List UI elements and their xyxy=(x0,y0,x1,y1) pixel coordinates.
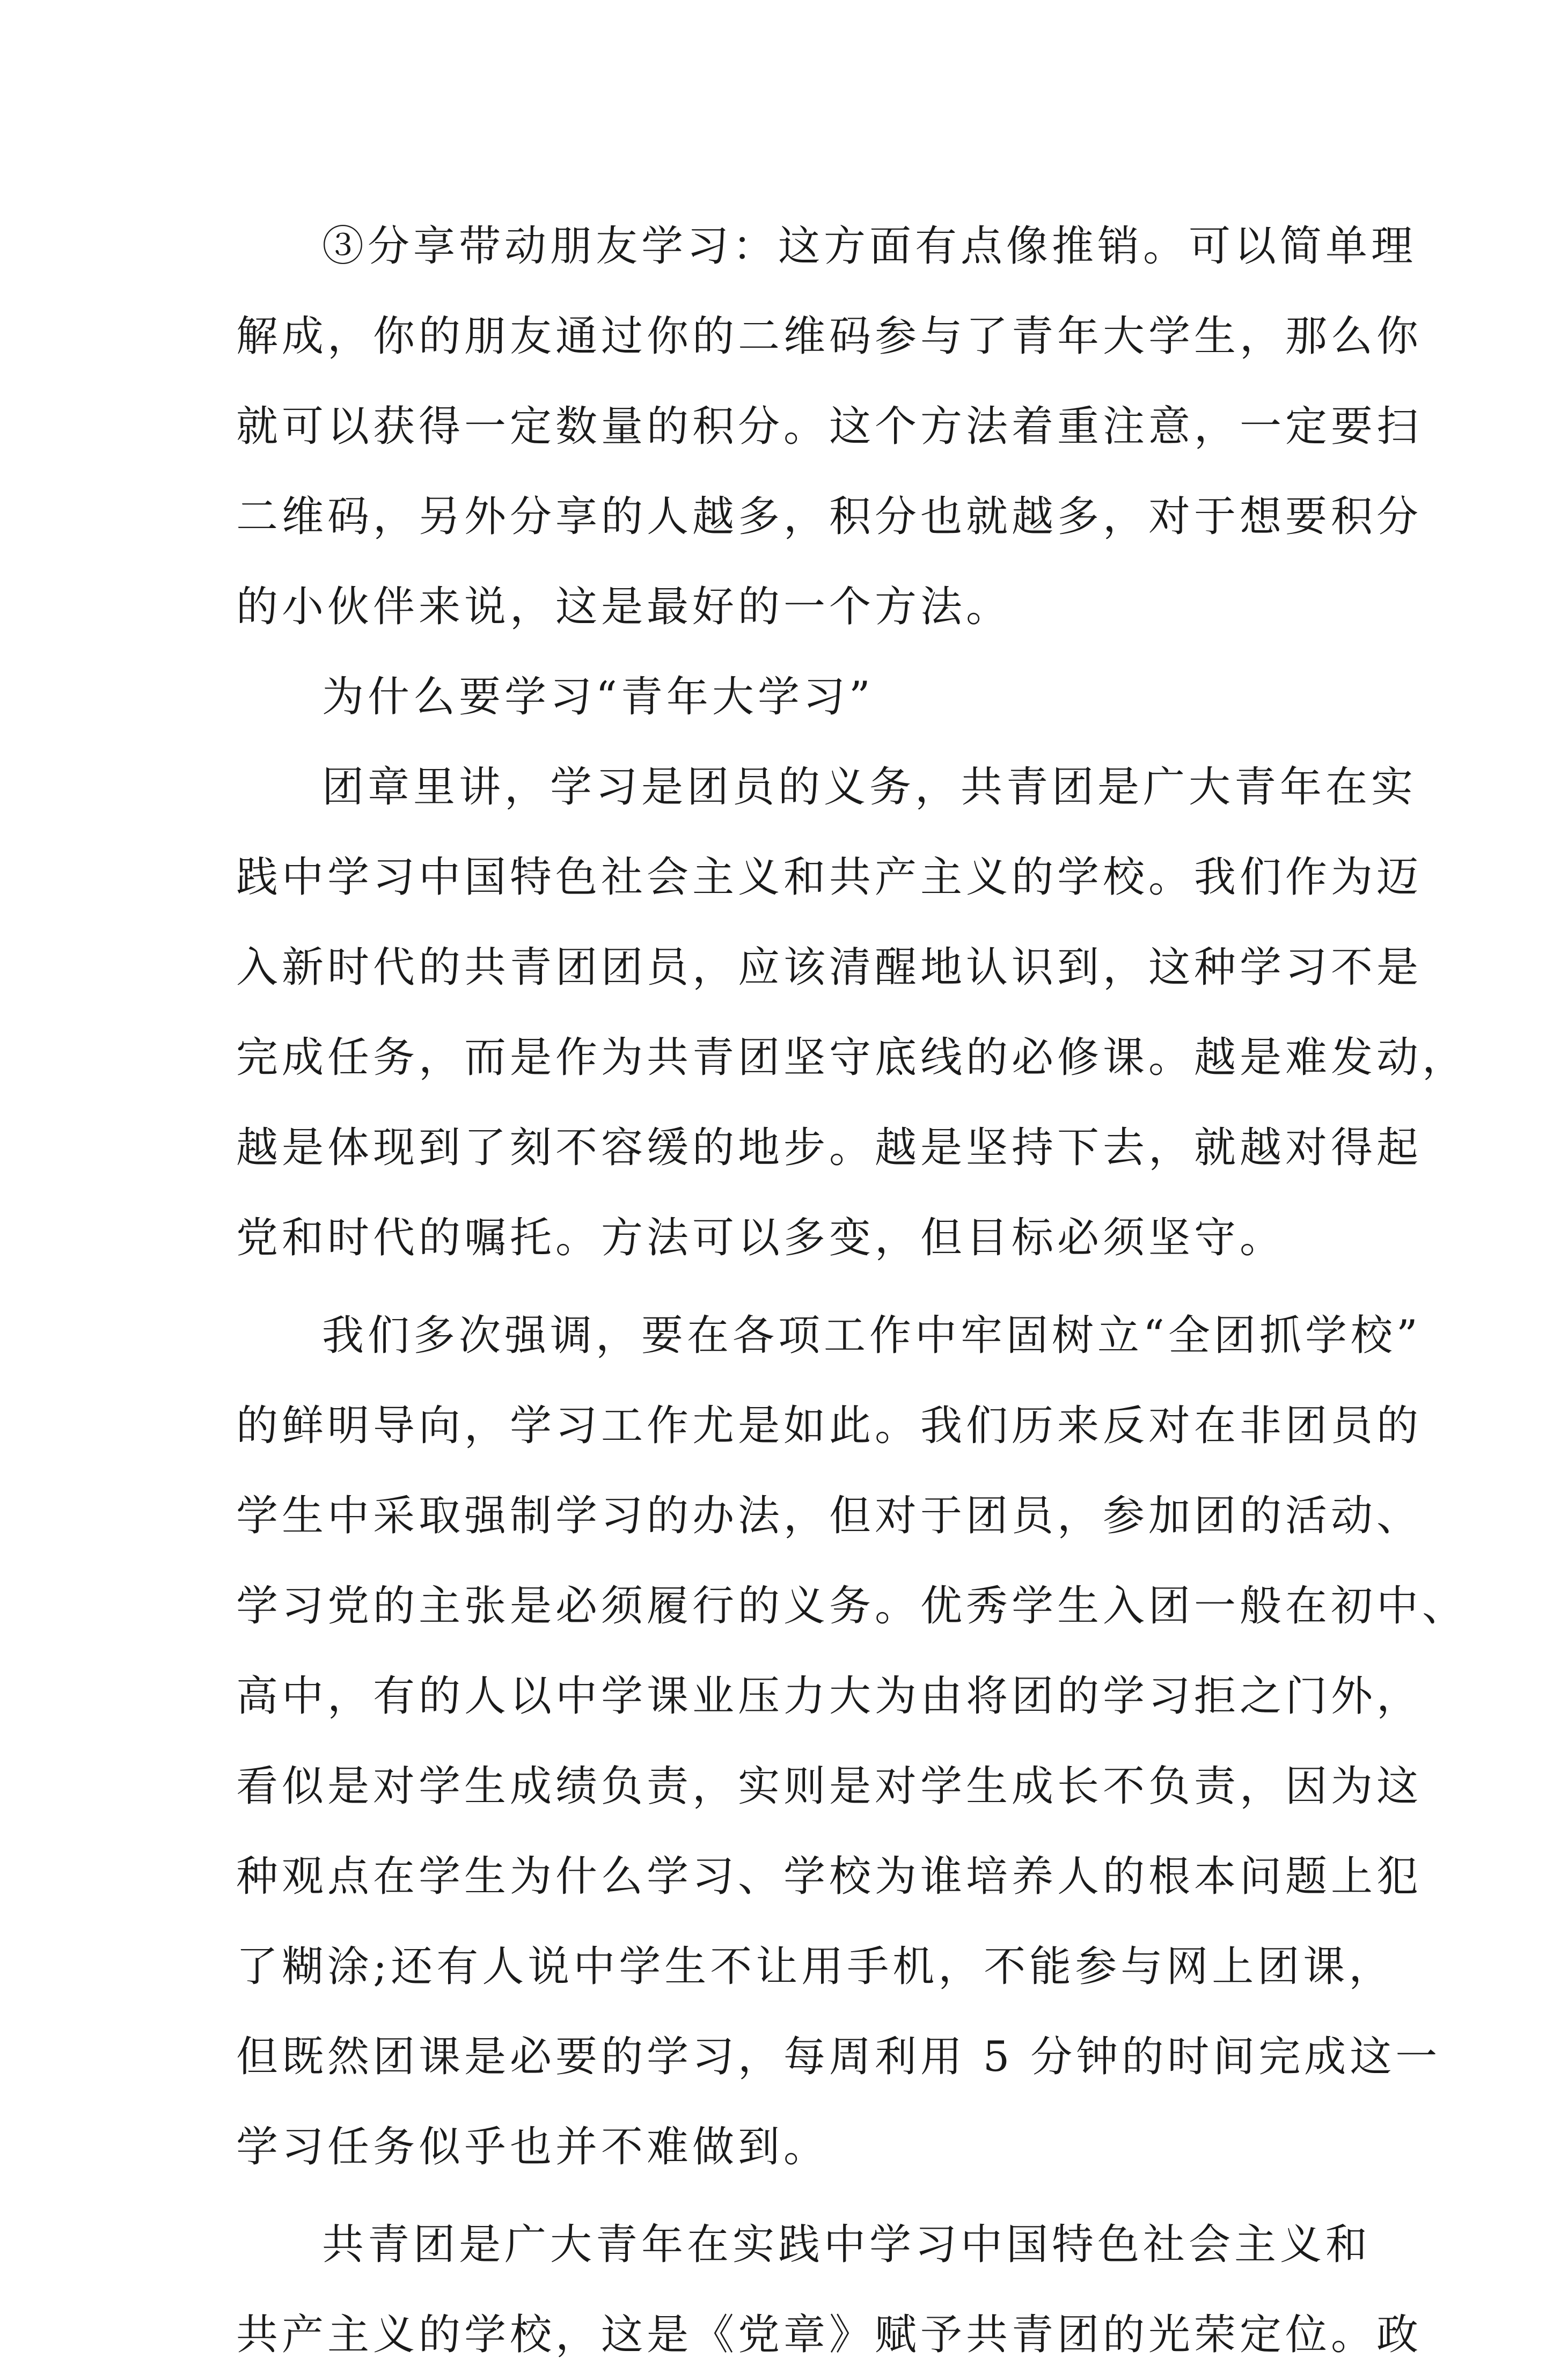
text-line: 的小伙伴来说，这是最好的一个方法。 xyxy=(236,583,1012,631)
text-line: 入新时代的共青团团员，应该清醒地认识到，这种学习不是 xyxy=(236,943,1423,992)
text-line: 二维码，另外分享的人越多，积分也就越多，对于想要积分 xyxy=(236,493,1423,541)
text-line: 共青团是广大青年在实践中学习中国特色社会主义和 xyxy=(322,2221,1372,2269)
text-line: 共产主义的学校，这是《党章》赋予共青团的光荣定位。政 xyxy=(236,2311,1423,2359)
text-line: 完成任务，而是作为共青团坚守底线的必修课。越是难发动， xyxy=(236,1034,1468,1082)
text-line: 党和时代的嘱托。方法可以多变，但目标必须坚守。 xyxy=(236,1214,1286,1262)
text-line: 就可以获得一定数量的积分。这个方法着重注意，一定要扫 xyxy=(236,402,1423,451)
heading-line: 为什么要学习“青年大学习” xyxy=(322,673,874,721)
text-line: 的鲜明导向，学习工作尤是如此。我们历来反对在非团员的 xyxy=(236,1402,1423,1450)
text-line: 但既然团课是必要的学习，每周利用 5 分钟的时间完成这一 xyxy=(236,2033,1441,2081)
paragraph-party-constitution xyxy=(236,2200,1423,2380)
text-line: 践中学习中国特色社会主义和共产主义的学校。我们作为迈 xyxy=(236,853,1423,902)
text-line: 学习党的主张是必须履行的义务。优秀学生入团一般在初中、 xyxy=(236,1582,1468,1630)
text-line: ③分享带动朋友学习：这方面有点像推销。可以简单理 xyxy=(322,222,1417,270)
paragraph-league-charter xyxy=(236,742,1468,1283)
text-line: 团章里讲，学习是团员的义务，共青团是广大青年在实 xyxy=(322,763,1417,811)
text-line: 学生中采取强制学习的办法，但对于团员，参加团的活动、 xyxy=(236,1492,1423,1540)
paragraph-share-method xyxy=(236,201,1423,652)
document-body xyxy=(236,201,1468,2380)
text-line: 我们多次强调，要在各项工作中牢固树立“全团抓学校” xyxy=(322,1312,1422,1360)
text-line: 看似是对学生成绩负责，实则是对学生成长不负责，因为这 xyxy=(236,1762,1423,1811)
text-line: 学习任务似乎也并不难做到。 xyxy=(236,2123,830,2171)
text-line: 种观点在学生为什么学习、学校为谁培养人的根本问题上犯 xyxy=(236,1852,1423,1901)
text-line: 高中，有的人以中学课业压力大为由将团的学习拒之门外， xyxy=(236,1672,1423,1720)
paragraph-emphasis xyxy=(236,1291,1468,2192)
text-line: 了糊涂;还有人说中学生不让用手机，不能参与网上团课， xyxy=(236,1943,1395,1991)
section-heading xyxy=(236,652,1331,742)
text-line: 越是体现到了刻不容缓的地步。越是坚持下去，就越对得起 xyxy=(236,1124,1423,1172)
text-line: 解成，你的朋友通过你的二维码参与了青年大学生，那么你 xyxy=(236,312,1423,361)
